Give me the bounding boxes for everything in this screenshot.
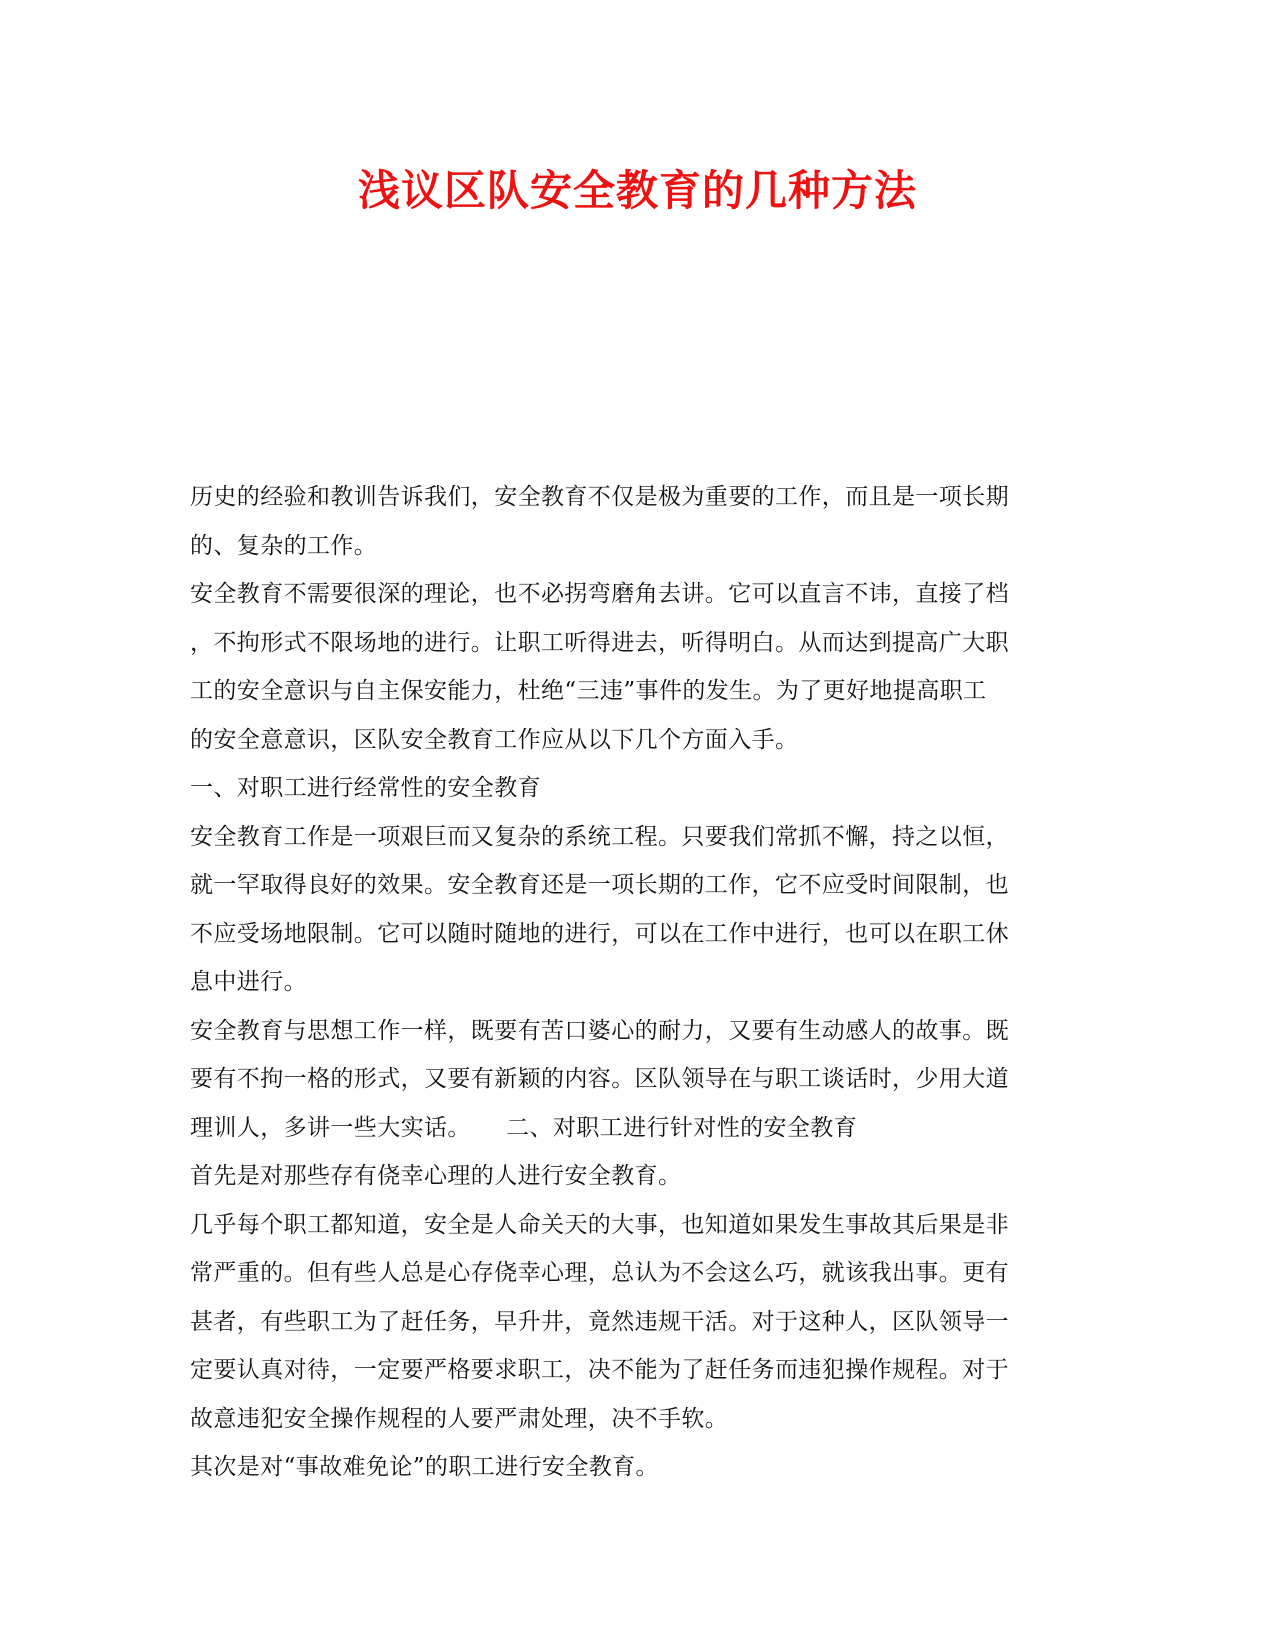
text-line: 就一罕取得良好的效果。安全教育还是一项长期的工作，它不应受时间限制，也 bbox=[190, 872, 1009, 898]
text-line: 安全教育与思想工作一样，既要有苦口婆心的耐力，又要有生动感人的故事。既 bbox=[190, 1017, 1009, 1044]
text-line: 历史的经验和教训告诉我们，安全教育不仅是极为重要的工作，而且是一项长期 bbox=[190, 484, 1009, 510]
text-line: 其次是对“事故难免论”的职工进行安全教育。 bbox=[190, 1454, 659, 1480]
text-line: 的、复杂的工作。 bbox=[190, 532, 378, 559]
text-line: 要有不拘一格的形式，又要有新颖的内容。区队领导在与职工谈话时，少用大道 bbox=[190, 1066, 1009, 1092]
text-line: 故意违犯安全操作规程的人要严肃处理，决不手软。 bbox=[190, 1405, 729, 1432]
text-line: 安全教育不需要很深的理论，也不必拐弯磨角去讲。它可以直言不讳，直接了档 bbox=[190, 581, 1009, 607]
text-line: 息中进行。 bbox=[190, 969, 307, 995]
document-body bbox=[190, 473, 1065, 1492]
text-line: 甚者，有些职工为了赶任务，早升井，竟然违规干活。对于这种人，区队领导一 bbox=[190, 1308, 1009, 1335]
document-title: 浅议区队安全教育的几种方法 bbox=[357, 166, 917, 215]
text-line: 不应受场地限制。它可以随时随地的进行，可以在工作中进行，也可以在职工休 bbox=[190, 920, 1009, 947]
text-line: 工的安全意识与自主保安能力，杜绝“三违”事件的发生。为了更好地提高职工 bbox=[190, 678, 987, 704]
text-line: 理训人，多讲一些大实话。 二、对职工进行针对性的安全教育 bbox=[190, 1114, 858, 1141]
text-line: 的安全意意识，区队安全教育工作应从以下几个方面入手。 bbox=[190, 726, 799, 753]
text-line: 定要认真对待，一定要严格要求职工，决不能为了赶任务而违犯操作规程。对于 bbox=[190, 1357, 1009, 1383]
text-line: 几乎每个职工都知道，安全是人命关天的大事，也知道如果发生事故其后果是非 bbox=[190, 1211, 1009, 1238]
text-line: 常严重的。但有些人总是心存侥幸心理，总认为不会这么巧，就该我出事。更有 bbox=[190, 1260, 1009, 1286]
text-line: 安全教育工作是一项艰巨而又复杂的系统工程。只要我们常抓不懈，持之以恒， bbox=[190, 823, 1009, 850]
text-line: 首先是对那些存有侥幸心理的人进行安全教育。 bbox=[190, 1163, 682, 1189]
text-line: 一、对职工进行经常性的安全教育 bbox=[190, 775, 541, 801]
text-line: ，不拘形式不限场地的进行。让职工听得进去，听得明白。从而达到提高广大职 bbox=[190, 629, 1009, 656]
